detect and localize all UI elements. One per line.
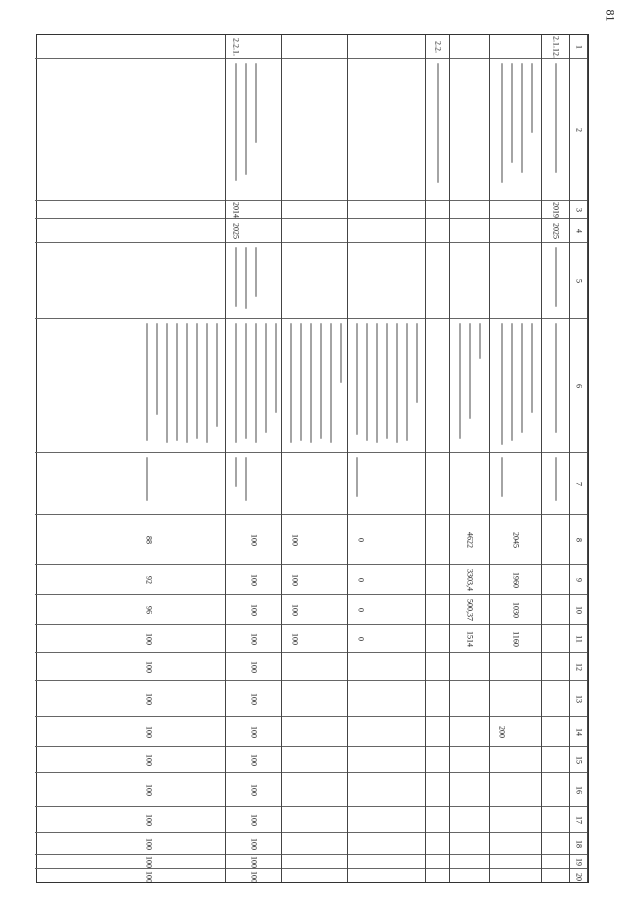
row-cell xyxy=(35,201,140,219)
row-cell xyxy=(542,515,569,565)
illegible-text xyxy=(459,323,461,439)
row-cell: 100 xyxy=(140,807,225,833)
row-cell xyxy=(348,453,425,515)
row-cell xyxy=(140,319,225,453)
row-cell: 100 xyxy=(282,625,347,653)
row-cell xyxy=(490,59,541,201)
row-cell xyxy=(348,681,425,717)
row-cell xyxy=(542,717,569,747)
row-cell xyxy=(450,717,489,747)
row-cell xyxy=(282,773,347,807)
row-cell: 2025 xyxy=(226,219,281,243)
row-cell xyxy=(426,595,449,625)
row-cell: 100 xyxy=(140,747,225,773)
row-cell xyxy=(426,855,449,869)
row-cell xyxy=(35,59,140,201)
row-cell xyxy=(450,681,489,717)
row-cell: 96 xyxy=(140,595,225,625)
row-cell xyxy=(35,717,140,747)
illegible-text xyxy=(206,323,208,443)
row-cell xyxy=(542,319,569,453)
illegible-text xyxy=(290,323,292,443)
row-cell: 3303,4 xyxy=(450,565,489,595)
illegible-text xyxy=(511,63,513,163)
header-col-20: 20 xyxy=(574,872,583,881)
row-cell xyxy=(542,855,569,869)
row-cell: 100 xyxy=(226,625,281,653)
header-col-12: 12 xyxy=(570,653,587,681)
row-cell xyxy=(426,773,449,807)
row-cell: 100 xyxy=(226,855,281,869)
row-cell: 100 xyxy=(226,747,281,773)
row-cell xyxy=(426,807,449,833)
illegible-text xyxy=(437,63,439,183)
row-cell: 100 xyxy=(140,653,225,681)
row-cell xyxy=(35,595,140,625)
header-col-16: 16 xyxy=(570,773,587,807)
row-cell xyxy=(426,243,449,319)
table-row xyxy=(450,35,490,882)
row-cell xyxy=(226,243,281,319)
row-cell xyxy=(542,869,569,884)
row-cell xyxy=(226,319,281,453)
row-cell: 0 xyxy=(348,565,425,595)
header-col-3: 3 xyxy=(570,201,587,219)
header-col-1: 1 xyxy=(570,35,587,59)
row-cell xyxy=(348,35,425,59)
row-cell: 2.1.12. xyxy=(542,35,569,59)
row-cell xyxy=(282,807,347,833)
illegible-text xyxy=(156,323,158,415)
row-cell xyxy=(226,59,281,201)
illegible-text xyxy=(330,323,332,443)
row-cell xyxy=(348,201,425,219)
row-cell xyxy=(450,653,489,681)
row-cell xyxy=(35,773,140,807)
header-col-17: 17 xyxy=(570,807,587,833)
table-row xyxy=(140,35,226,882)
row-cell xyxy=(348,319,425,453)
table-row xyxy=(282,35,348,882)
illegible-text xyxy=(555,457,557,501)
row-cell: 100 xyxy=(226,595,281,625)
row-cell: 100 xyxy=(226,681,281,717)
illegible-text xyxy=(176,323,178,441)
table-header-row xyxy=(570,35,588,882)
row-cell xyxy=(282,833,347,855)
illegible-text xyxy=(469,323,471,419)
row-cell: 100 xyxy=(282,595,347,625)
row-cell xyxy=(542,747,569,773)
row-cell: 1030 xyxy=(490,595,541,625)
row-cell xyxy=(450,201,489,219)
row-cell xyxy=(35,855,140,869)
header-col-5: 5 xyxy=(570,243,587,319)
illegible-text xyxy=(396,323,398,443)
row-cell xyxy=(490,243,541,319)
illegible-text xyxy=(366,323,368,441)
row-cell: 2.2.1. xyxy=(226,35,281,59)
row-cell xyxy=(426,653,449,681)
row-cell: 100 xyxy=(226,807,281,833)
row-cell: 4622 xyxy=(450,515,489,565)
illegible-text xyxy=(356,457,358,497)
row-cell: 100 xyxy=(140,833,225,855)
illegible-text xyxy=(416,323,418,403)
illegible-text xyxy=(255,63,257,143)
row-cell xyxy=(490,855,541,869)
row-cell xyxy=(282,219,347,243)
row-cell xyxy=(426,201,449,219)
row-cell xyxy=(426,747,449,773)
row-cell xyxy=(450,35,489,59)
table-row xyxy=(542,35,570,882)
row-cell: 100 xyxy=(226,515,281,565)
illegible-text xyxy=(501,457,503,497)
row-cell xyxy=(490,35,541,59)
row-cell xyxy=(542,625,569,653)
row-cell: 100 xyxy=(140,681,225,717)
row-cell xyxy=(35,625,140,653)
header-col-19: 19 xyxy=(570,855,587,869)
row-cell xyxy=(426,219,449,243)
illegible-text xyxy=(255,247,257,297)
row-cell xyxy=(35,219,140,243)
row-cell xyxy=(35,869,140,884)
row-cell xyxy=(542,243,569,319)
illegible-text xyxy=(186,323,188,443)
row-cell xyxy=(426,565,449,595)
row-cell: 100 xyxy=(140,773,225,807)
table-row xyxy=(490,35,542,882)
row-cell xyxy=(140,243,225,319)
row-cell xyxy=(282,653,347,681)
row-cell xyxy=(450,219,489,243)
row-cell xyxy=(35,515,140,565)
row-cell xyxy=(282,681,347,717)
illegible-text xyxy=(275,323,277,413)
row-cell xyxy=(35,243,140,319)
illegible-text xyxy=(376,323,378,443)
row-cell: 500,37 xyxy=(450,595,489,625)
table-row xyxy=(348,35,426,882)
row-cell xyxy=(490,807,541,833)
row-cell xyxy=(140,59,225,201)
illegible-text xyxy=(146,323,148,441)
row-cell xyxy=(348,807,425,833)
illegible-text xyxy=(146,457,148,501)
row-cell xyxy=(490,869,541,884)
illegible-text xyxy=(245,323,247,439)
row-cell: 88 xyxy=(140,515,225,565)
row-cell: 2045 xyxy=(490,515,541,565)
row-cell xyxy=(282,717,347,747)
row-cell xyxy=(282,319,347,453)
row-cell xyxy=(450,243,489,319)
illegible-text xyxy=(166,323,168,443)
illegible-text xyxy=(300,323,302,441)
row-cell xyxy=(348,59,425,201)
row-cell xyxy=(450,453,489,515)
row-cell: 200 xyxy=(490,717,541,747)
row-cell xyxy=(426,833,449,855)
row-cell xyxy=(450,869,489,884)
row-cell xyxy=(426,625,449,653)
row-cell: 100 xyxy=(282,565,347,595)
row-cell xyxy=(140,35,225,59)
row-cell: 100 xyxy=(282,515,347,565)
row-cell xyxy=(426,515,449,565)
illegible-text xyxy=(555,63,557,173)
header-col-4: 4 xyxy=(570,219,587,243)
row-cell xyxy=(450,833,489,855)
header-col-15: 15 xyxy=(570,747,587,773)
table xyxy=(36,34,589,883)
header-col-11: 11 xyxy=(570,625,587,653)
illegible-text xyxy=(511,323,513,441)
row-cell xyxy=(542,595,569,625)
row-cell xyxy=(282,35,347,59)
row-cell: 100 xyxy=(226,833,281,855)
row-cell: 1960 xyxy=(490,565,541,595)
row-cell: 100 xyxy=(226,717,281,747)
illegible-text xyxy=(501,323,503,445)
row-cell xyxy=(282,855,347,869)
row-cell xyxy=(35,833,140,855)
row-cell: 2019 xyxy=(542,201,569,219)
row-cell xyxy=(490,773,541,807)
row-cell xyxy=(542,833,569,855)
row-cell: 100 xyxy=(140,625,225,653)
row-cell xyxy=(426,869,449,884)
illegible-text xyxy=(386,323,388,439)
row-cell: 92 xyxy=(140,565,225,595)
row-cell xyxy=(542,773,569,807)
illegible-text xyxy=(479,323,481,359)
row-cell xyxy=(348,717,425,747)
row-cell xyxy=(282,243,347,319)
row-cell: 100 xyxy=(249,870,258,883)
header-col-2: 2 xyxy=(570,59,587,201)
row-cell xyxy=(35,681,140,717)
row-cell: 100 xyxy=(140,855,225,869)
row-cell xyxy=(426,681,449,717)
row-cell xyxy=(348,653,425,681)
illegible-text xyxy=(521,323,523,433)
row-cell xyxy=(426,319,449,453)
row-cell xyxy=(348,219,425,243)
row-cell xyxy=(35,319,140,453)
row-cell xyxy=(226,453,281,515)
illegible-text xyxy=(245,247,247,309)
row-cell: 0 xyxy=(348,595,425,625)
header-col-6: 6 xyxy=(570,319,587,453)
row-cell xyxy=(490,747,541,773)
row-cell: 100 xyxy=(226,565,281,595)
header-col-7: 7 xyxy=(570,453,587,515)
illegible-text xyxy=(216,323,218,427)
row-cell xyxy=(542,653,569,681)
row-cell xyxy=(450,319,489,453)
row-cell xyxy=(282,453,347,515)
illegible-text xyxy=(340,323,342,383)
illegible-text xyxy=(235,457,237,487)
row-cell: 0 xyxy=(348,625,425,653)
row-cell: 2014 xyxy=(226,201,281,219)
row-cell xyxy=(35,565,140,595)
header-col-8: 8 xyxy=(570,515,587,565)
illegible-text xyxy=(310,323,312,443)
illegible-text xyxy=(406,323,408,441)
illegible-text xyxy=(555,247,557,307)
illegible-text xyxy=(235,63,237,181)
illegible-text xyxy=(521,63,523,173)
header-col-18: 18 xyxy=(570,833,587,855)
row-cell xyxy=(490,319,541,453)
row-cell xyxy=(450,807,489,833)
row-cell xyxy=(348,833,425,855)
page-number: 81 xyxy=(603,9,618,22)
header-col-9: 9 xyxy=(570,565,587,595)
row-cell xyxy=(348,747,425,773)
row-cell xyxy=(348,243,425,319)
row-cell xyxy=(282,747,347,773)
table-row xyxy=(35,35,140,882)
row-cell xyxy=(490,833,541,855)
row-cell xyxy=(35,747,140,773)
row-cell xyxy=(140,453,225,515)
illegible-text xyxy=(255,323,257,443)
header-col-13: 13 xyxy=(570,681,587,717)
row-cell xyxy=(426,59,449,201)
row-cell xyxy=(140,201,225,219)
illegible-text xyxy=(356,323,358,435)
row-cell xyxy=(450,855,489,869)
row-cell xyxy=(282,59,347,201)
illegible-text xyxy=(531,63,533,133)
row-cell xyxy=(490,219,541,243)
row-cell xyxy=(542,681,569,717)
illegible-text xyxy=(531,323,533,413)
row-cell: 100 xyxy=(140,717,225,747)
row-cell xyxy=(490,201,541,219)
row-cell: 0 xyxy=(348,515,425,565)
row-cell xyxy=(490,681,541,717)
row-cell xyxy=(35,35,140,59)
table-row xyxy=(426,35,450,882)
row-cell xyxy=(426,717,449,747)
row-cell: 1160 xyxy=(490,625,541,653)
row-cell xyxy=(490,453,541,515)
table-row xyxy=(226,35,282,882)
row-cell: 100 xyxy=(226,773,281,807)
row-cell xyxy=(490,653,541,681)
row-cell xyxy=(542,565,569,595)
row-cell xyxy=(35,653,140,681)
illegible-text xyxy=(245,63,247,175)
row-cell: 100 xyxy=(226,653,281,681)
row-cell xyxy=(348,773,425,807)
illegible-text xyxy=(235,247,237,307)
header-col-14: 14 xyxy=(570,717,587,747)
illegible-text xyxy=(245,457,247,501)
illegible-text xyxy=(235,323,237,443)
row-cell xyxy=(542,59,569,201)
illegible-text xyxy=(196,323,198,439)
row-cell xyxy=(35,807,140,833)
header-col-10: 10 xyxy=(570,595,587,625)
row-cell xyxy=(450,773,489,807)
illegible-text xyxy=(555,323,557,433)
row-cell xyxy=(282,869,347,884)
row-cell xyxy=(35,453,140,515)
row-cell xyxy=(348,855,425,869)
illegible-text xyxy=(320,323,322,439)
row-cell: 100 xyxy=(144,870,153,883)
row-cell: 1514 xyxy=(450,625,489,653)
row-cell xyxy=(140,219,225,243)
row-cell xyxy=(542,807,569,833)
row-cell xyxy=(426,453,449,515)
row-cell xyxy=(450,747,489,773)
illegible-text xyxy=(501,63,503,183)
row-cell xyxy=(450,59,489,201)
row-cell xyxy=(348,869,425,884)
row-cell xyxy=(542,453,569,515)
row-cell xyxy=(282,201,347,219)
illegible-text xyxy=(265,323,267,433)
row-cell: 2025 xyxy=(542,219,569,243)
row-cell: 2.2. xyxy=(426,35,449,59)
